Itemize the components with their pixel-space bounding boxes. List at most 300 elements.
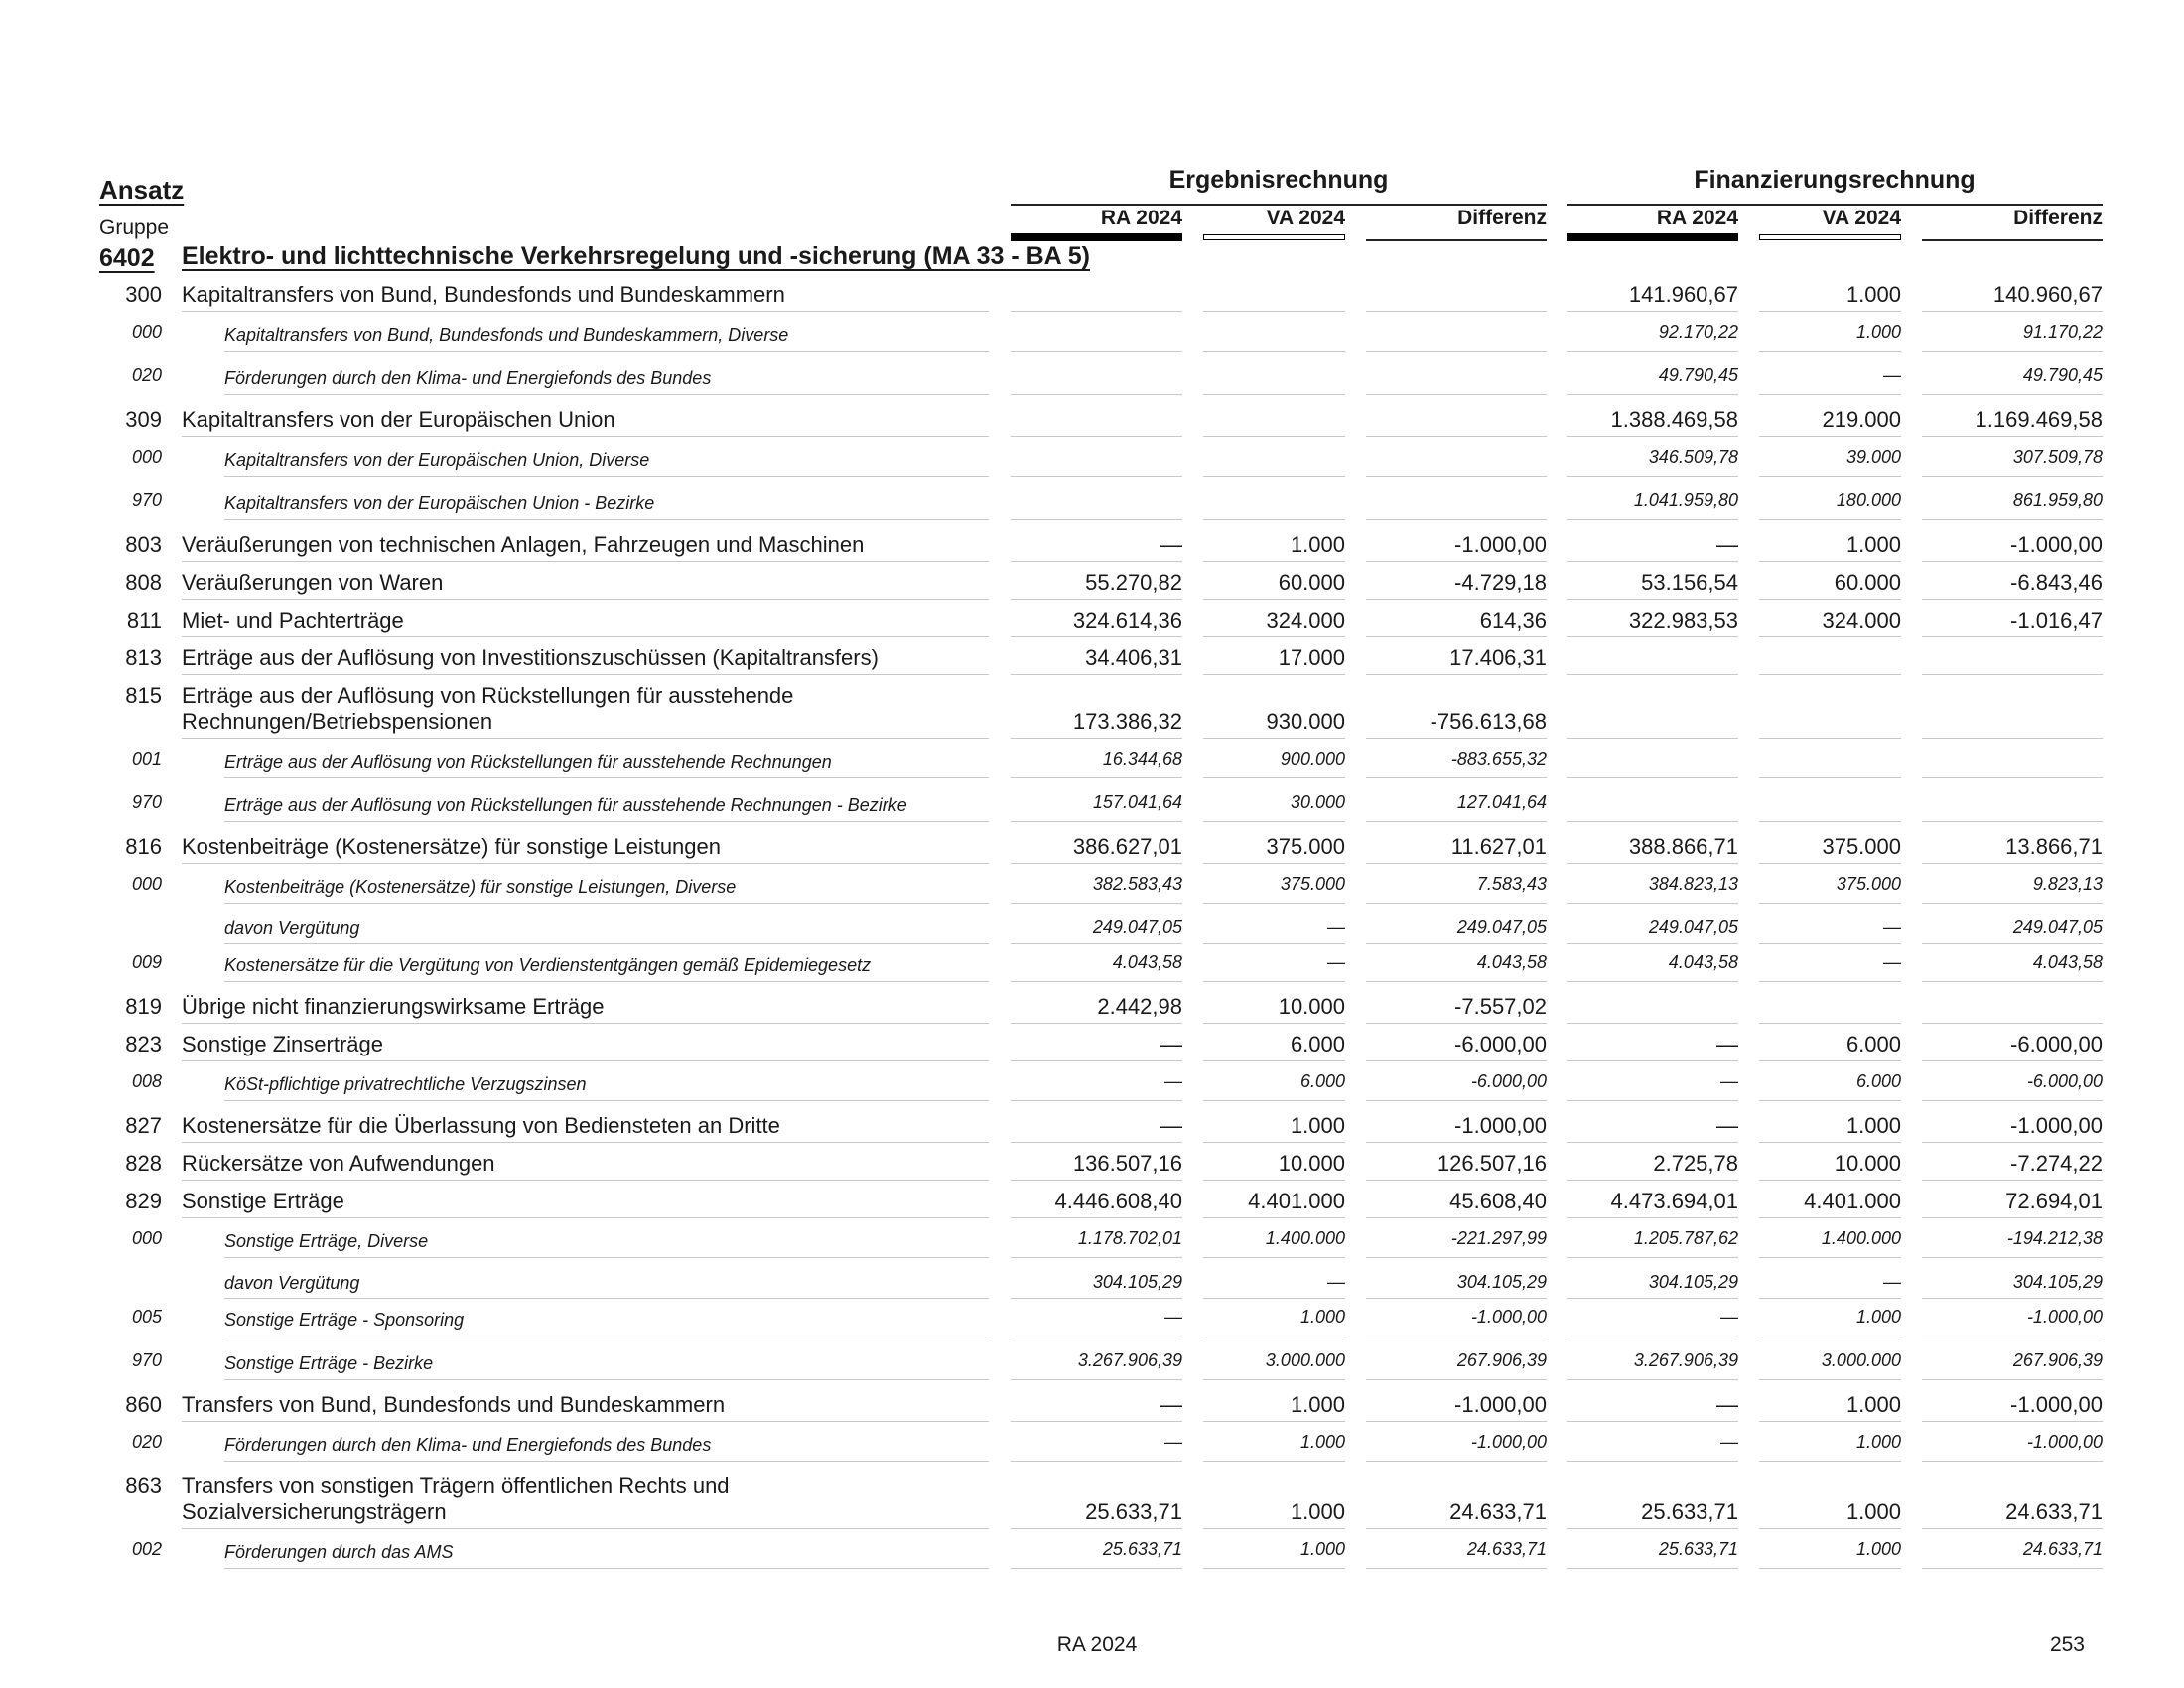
value-cell: — <box>1883 365 1901 385</box>
value-cell: 1.388.469,58 <box>1610 407 1738 432</box>
value-cell: 346.509,78 <box>1648 447 1738 467</box>
value-cell: 2.725,78 <box>1653 1151 1738 1176</box>
cell-rule <box>1203 519 1345 520</box>
row-code: 819 <box>125 994 162 1019</box>
row-description: Kapitaltransfers von der Europäischen Union - Bezirke <box>224 493 655 513</box>
value-cell: 6.000 <box>1290 1032 1345 1056</box>
table-row <box>0 1067 2184 1111</box>
value-cell: — <box>1160 1032 1182 1056</box>
row-code: 005 <box>131 1307 162 1327</box>
value-cell: 4.043,58 <box>1112 952 1182 972</box>
value-cell: — <box>1160 1392 1182 1417</box>
cell-rule <box>1011 561 1182 562</box>
table-row <box>0 1428 2184 1472</box>
value-cell: 249.047,05 <box>2012 917 2103 937</box>
cell-rule <box>1366 1217 1547 1218</box>
cell-rule <box>1567 1060 1738 1061</box>
cell-rule <box>1011 821 1182 822</box>
row-code: 970 <box>131 491 162 510</box>
col-header-ra-2024-finanz: RA 2024 <box>1656 207 1738 229</box>
value-cell: 1.000 <box>1845 532 1901 557</box>
cell-rule <box>1759 476 1901 477</box>
row-description: Förderungen durch das AMS <box>224 1542 454 1562</box>
cell-rule <box>1922 311 2103 312</box>
value-cell: 1.000 <box>1845 1499 1901 1524</box>
cell-rule <box>1011 351 1182 352</box>
cell-rule <box>1366 777 1547 778</box>
value-cell: -756.613,68 <box>1430 709 1547 734</box>
value-cell: -1.000,00 <box>1454 1113 1547 1138</box>
value-cell: 72.694,01 <box>2005 1189 2103 1213</box>
value-cell: 30.000 <box>1290 792 1345 812</box>
cell-rule <box>1759 674 1901 675</box>
cell-rule <box>1567 476 1738 477</box>
cell-rule <box>1366 1528 1547 1529</box>
row-rule <box>224 519 989 520</box>
cell-rule <box>1922 1100 2103 1101</box>
table-row <box>0 1187 2184 1224</box>
cell-rule <box>1011 674 1182 675</box>
cell-rule <box>1366 636 1547 637</box>
cell-rule <box>1203 738 1345 739</box>
cell-rule <box>1011 1257 1182 1258</box>
group-title: Elektro- und lichttechnische Verkehrsregelung und -sicherung (MA 33 - BA 5) <box>182 242 1090 270</box>
value-cell: 157.041,64 <box>1092 792 1182 812</box>
cell-rule <box>1567 351 1738 352</box>
cell-rule <box>1922 1379 2103 1380</box>
value-cell: 304.105,29 <box>1648 1272 1738 1292</box>
cell-rule <box>1366 351 1547 352</box>
cell-rule <box>1759 1379 1901 1380</box>
cell-rule <box>1567 1257 1738 1258</box>
value-cell: 304.105,29 <box>2012 1272 2103 1292</box>
table-row <box>0 948 2184 992</box>
value-cell: 1.000 <box>1290 1392 1345 1417</box>
row-code: 309 <box>125 407 162 432</box>
value-cell: 6.000 <box>1299 1071 1345 1091</box>
cell-rule <box>1011 519 1182 520</box>
value-cell: -6.000,00 <box>1470 1071 1547 1091</box>
value-cell: 1.178.702,01 <box>1077 1228 1182 1248</box>
value-cell: 249.047,05 <box>1092 917 1182 937</box>
table-row <box>0 280 2184 318</box>
group-code: 6402 <box>99 244 155 272</box>
row-rule <box>224 394 989 395</box>
row-description-line: Sozialversicherungsträgern <box>182 1499 447 1524</box>
ansatz-label: Ansatz <box>99 175 185 205</box>
cell-rule <box>1203 1421 1345 1422</box>
cell-rule <box>1922 903 2103 904</box>
table-row <box>0 832 2184 870</box>
value-cell: 375.000 <box>1280 874 1345 894</box>
cell-rule <box>1759 519 1901 520</box>
cell-rule <box>1567 1100 1738 1101</box>
value-cell: 16.344,68 <box>1102 749 1182 769</box>
value-cell: — <box>1883 917 1901 937</box>
cell-rule <box>1366 1100 1547 1101</box>
cell-rule <box>1759 636 1901 637</box>
value-cell: -883.655,32 <box>1450 749 1547 769</box>
row-rule <box>224 777 989 778</box>
cell-rule <box>1567 1298 1738 1299</box>
cell-rule <box>1922 777 2103 778</box>
cell-rule <box>1366 519 1547 520</box>
value-cell: 4.473.694,01 <box>1610 1189 1738 1213</box>
table-row <box>0 1149 2184 1187</box>
cell-rule <box>1567 636 1738 637</box>
cell-rule <box>1759 1461 1901 1462</box>
value-cell: — <box>1327 1272 1345 1292</box>
cell-rule <box>1922 1257 2103 1258</box>
cell-rule <box>1759 1298 1901 1299</box>
row-description: Transfers von Bund, Bundesfonds und Bundeskammern <box>182 1392 726 1417</box>
cell-rule <box>1759 777 1901 778</box>
value-cell: 4.043,58 <box>1476 952 1547 972</box>
row-rule <box>182 599 989 600</box>
col-header-va-2024-finanz: VA 2024 <box>1822 207 1901 229</box>
cell-rule <box>1567 311 1738 312</box>
value-cell: 307.509,78 <box>2012 447 2103 467</box>
cell-rule <box>1203 903 1345 904</box>
cell-rule <box>1011 1180 1182 1181</box>
value-cell: — <box>1716 1113 1738 1138</box>
cell-rule <box>1011 1298 1182 1299</box>
value-cell: 249.047,05 <box>1648 917 1738 937</box>
row-description: davon Vergütung <box>224 1273 360 1293</box>
cell-rule <box>1567 1379 1738 1380</box>
row-description: Sonstige Erträge <box>182 1189 344 1213</box>
cell-rule <box>1203 394 1345 395</box>
ergebnisrechnung-heading: Ergebnisrechnung <box>1168 166 1389 194</box>
va-column-marker <box>1203 234 1345 240</box>
value-cell: — <box>1883 1272 1901 1292</box>
cell-rule <box>1922 674 2103 675</box>
row-code: 808 <box>125 570 162 595</box>
cell-rule <box>1759 436 1901 437</box>
table-row <box>0 1472 2184 1535</box>
cell-rule <box>1366 674 1547 675</box>
cell-rule <box>1203 1180 1345 1181</box>
value-cell: 127.041,64 <box>1456 792 1547 812</box>
row-code: 823 <box>125 1032 162 1056</box>
differenz-column-marker <box>1366 239 1547 241</box>
row-code: 000 <box>131 447 162 467</box>
row-code: 300 <box>125 282 162 307</box>
cell-rule <box>1011 636 1182 637</box>
value-cell: 3.267.906,39 <box>1077 1350 1182 1370</box>
value-cell: 384.823,13 <box>1648 874 1738 894</box>
footer-ra-label: RA 2024 <box>1056 1633 1138 1656</box>
value-cell: 1.000 <box>1299 1539 1345 1559</box>
cell-rule <box>1203 821 1345 822</box>
value-cell: 1.205.787,62 <box>1633 1228 1738 1248</box>
cell-rule <box>1567 777 1738 778</box>
row-description-line: Erträge aus der Auflösung von Rückstellungen für ausstehende <box>182 683 794 708</box>
cell-rule <box>1366 738 1547 739</box>
ra-column-marker-finanz <box>1567 233 1738 241</box>
value-cell: 53.156,54 <box>1641 570 1738 595</box>
cell-rule <box>1366 1461 1547 1462</box>
row-description: Sonstige Erträge - Bezirke <box>224 1353 434 1373</box>
cell-rule <box>1011 1528 1182 1529</box>
cell-rule <box>1203 1298 1345 1299</box>
value-cell: 4.401.000 <box>1248 1189 1345 1213</box>
row-description-line: Rechnungen/Betriebspensionen <box>182 709 493 734</box>
row-code: 000 <box>131 874 162 894</box>
value-cell: 141.960,67 <box>1628 282 1738 307</box>
cell-rule <box>1011 436 1182 437</box>
table-row <box>0 1535 2184 1579</box>
row-rule <box>182 561 989 562</box>
cell-rule <box>1011 476 1182 477</box>
cell-rule <box>1922 436 2103 437</box>
value-cell: 3.267.906,39 <box>1633 1350 1738 1370</box>
value-cell: 13.866,71 <box>2005 834 2103 859</box>
row-rule <box>224 903 989 904</box>
cell-rule <box>1203 561 1345 562</box>
ra-column-marker <box>1011 233 1182 241</box>
row-rule <box>224 981 989 982</box>
value-cell: 267.906,39 <box>2012 1350 2103 1370</box>
value-cell: 4.043,58 <box>1668 952 1738 972</box>
row-description: Erträge aus der Auflösung von Rückstellungen für ausstehende Rechnungen <box>224 752 832 772</box>
value-cell: 1.000 <box>1299 1432 1345 1452</box>
cell-rule <box>1759 1257 1901 1258</box>
table-row <box>0 1390 2184 1428</box>
cell-rule <box>1759 738 1901 739</box>
row-rule <box>182 1421 989 1422</box>
col-header-ra-2024-ergebnis: RA 2024 <box>1100 207 1182 229</box>
finanzierungsrechnung-heading: Finanzierungsrechnung <box>1694 166 1976 194</box>
value-cell: 49.790,45 <box>2022 365 2103 385</box>
row-description: Kostenersätze für die Vergütung von Verdienstentgängen gemäß Epidemiegesetz <box>224 955 872 975</box>
cell-rule <box>1567 738 1738 739</box>
page-number: 253 <box>2049 1633 2085 1656</box>
cell-rule <box>1922 561 2103 562</box>
row-code: 009 <box>131 952 162 972</box>
value-cell: 1.000 <box>1845 1113 1901 1138</box>
cell-rule <box>1759 351 1901 352</box>
row-code: 970 <box>131 1350 162 1370</box>
cell-rule <box>1203 599 1345 600</box>
cell-rule <box>1011 311 1182 312</box>
value-cell: 861.959,80 <box>2012 491 2103 510</box>
value-cell: 1.000 <box>1855 1307 1901 1327</box>
cell-rule <box>1011 981 1182 982</box>
cell-rule <box>1203 636 1345 637</box>
cell-rule <box>1366 863 1547 864</box>
cell-rule <box>1203 1568 1345 1569</box>
value-cell: — <box>1164 1432 1182 1452</box>
row-description: Förderungen durch den Klima- und Energiefonds des Bundes <box>224 368 712 388</box>
row-code: 002 <box>131 1539 162 1559</box>
value-cell: 386.627,01 <box>1072 834 1182 859</box>
value-cell: 1.000 <box>1855 322 1901 342</box>
cell-rule <box>1366 981 1547 982</box>
row-description: Sonstige Zinserträge <box>182 1032 383 1056</box>
cell-rule <box>1759 1023 1901 1024</box>
cell-rule <box>1011 599 1182 600</box>
table-row <box>0 530 2184 568</box>
cell-rule <box>1922 636 2103 637</box>
row-description <box>182 1474 730 1525</box>
value-cell: — <box>1327 952 1345 972</box>
cell-rule <box>1203 1217 1345 1218</box>
cell-rule <box>1011 863 1182 864</box>
table-row <box>0 992 2184 1030</box>
cell-rule <box>1011 738 1182 739</box>
cell-rule <box>1567 1528 1738 1529</box>
value-cell: 304.105,29 <box>1456 1272 1547 1292</box>
value-cell: 55.270,82 <box>1085 570 1182 595</box>
value-cell: 4.043,58 <box>2032 952 2103 972</box>
value-cell: — <box>1716 1032 1738 1056</box>
row-rule <box>224 1379 989 1380</box>
value-cell: 1.000 <box>1855 1539 1901 1559</box>
value-cell: 3.000.000 <box>1821 1350 1901 1370</box>
cell-rule <box>1567 1142 1738 1143</box>
value-cell: 60.000 <box>1834 570 1901 595</box>
row-code: 860 <box>125 1392 162 1417</box>
row-description: davon Vergütung <box>224 918 360 938</box>
cell-rule <box>1759 943 1901 944</box>
row-rule <box>224 943 989 944</box>
value-cell: — <box>1716 1392 1738 1417</box>
cell-rule <box>1922 1528 2103 1529</box>
table-row <box>0 1346 2184 1390</box>
row-description: Kostenbeiträge (Kostenersätze) für sonstige Leistungen <box>182 834 721 859</box>
value-cell: 39.000 <box>1845 447 1901 467</box>
value-cell: -6.000,00 <box>2026 1071 2103 1091</box>
col-header-differenz-ergebnis: Differenz <box>1457 207 1547 229</box>
cell-rule <box>1366 1142 1547 1143</box>
table-row <box>0 1268 2184 1303</box>
row-rule <box>224 1100 989 1101</box>
cell-rule <box>1567 1023 1738 1024</box>
cell-rule <box>1922 1060 2103 1061</box>
value-cell: 34.406,31 <box>1085 645 1182 670</box>
value-cell: 1.169.469,58 <box>1975 407 2103 432</box>
cell-rule <box>1567 1421 1738 1422</box>
cell-rule <box>1567 1217 1738 1218</box>
row-description: Veräußerungen von Waren <box>182 570 444 595</box>
row-rule <box>224 351 989 352</box>
row-description: Kapitaltransfers von Bund, Bundesfonds und Bundeskammern, Diverse <box>224 325 789 345</box>
row-description: Veräußerungen von technischen Anlagen, Fahrzeugen und Maschinen <box>182 532 865 557</box>
cell-rule <box>1203 1142 1345 1143</box>
value-cell: 10.000 <box>1834 1151 1901 1176</box>
cell-rule <box>1203 863 1345 864</box>
cell-rule <box>1567 436 1738 437</box>
value-cell: 3.000.000 <box>1265 1350 1345 1370</box>
value-cell: 2.442,98 <box>1097 994 1182 1019</box>
value-cell: — <box>1327 917 1345 937</box>
value-cell: 136.507,16 <box>1072 1151 1182 1176</box>
cell-rule <box>1567 674 1738 675</box>
row-description-line: Transfers von sonstigen Trägern öffentlichen Rechts und <box>182 1474 730 1498</box>
row-code: 816 <box>125 834 162 859</box>
value-cell: -1.000,00 <box>1454 1392 1547 1417</box>
cell-rule <box>1366 561 1547 562</box>
cell-rule <box>1366 1298 1547 1299</box>
row-code: 000 <box>131 322 162 342</box>
cell-rule <box>1922 1217 2103 1218</box>
row-rule <box>182 1142 989 1143</box>
table-row <box>0 606 2184 643</box>
cell-rule <box>1759 863 1901 864</box>
row-code: 000 <box>131 1228 162 1248</box>
value-cell: 25.633,71 <box>1641 1499 1738 1524</box>
cell-rule <box>1922 1298 2103 1299</box>
table-row <box>0 870 2184 914</box>
cell-rule <box>1922 1142 2103 1143</box>
row-rule <box>182 1528 989 1529</box>
value-cell: 930.000 <box>1266 709 1345 734</box>
cell-rule <box>1203 351 1345 352</box>
row-description: Erträge aus der Auflösung von Rückstellungen für ausstehende Rechnungen - Bezirke <box>224 795 907 815</box>
value-cell: 24.633,71 <box>1466 1539 1547 1559</box>
cell-rule <box>1366 1023 1547 1024</box>
cell-rule <box>1011 1217 1182 1218</box>
value-cell: 375.000 <box>1822 834 1901 859</box>
cell-rule <box>1567 863 1738 864</box>
row-rule <box>224 821 989 822</box>
value-cell: 4.446.608,40 <box>1054 1189 1182 1213</box>
cell-rule <box>1922 394 2103 395</box>
cell-rule <box>1011 1023 1182 1024</box>
value-cell: 1.000 <box>1855 1432 1901 1452</box>
cell-rule <box>1922 981 2103 982</box>
cell-rule <box>1922 863 2103 864</box>
cell-rule <box>1922 1421 2103 1422</box>
cell-rule <box>1203 1100 1345 1101</box>
cell-rule <box>1759 1568 1901 1569</box>
cell-rule <box>1011 394 1182 395</box>
row-code: 815 <box>125 683 162 708</box>
value-cell: 1.400.000 <box>1821 1228 1901 1248</box>
cell-rule <box>1203 777 1345 778</box>
value-cell: 7.583,43 <box>1476 874 1547 894</box>
value-cell: 92.170,22 <box>1658 322 1738 342</box>
ergebnis-section-rule <box>1011 204 1547 206</box>
value-cell: -1.000,00 <box>2010 1392 2103 1417</box>
value-cell: 11.627,01 <box>1450 834 1547 859</box>
cell-rule <box>1203 1461 1345 1462</box>
value-cell: 322.983,53 <box>1628 608 1738 633</box>
value-cell: 24.633,71 <box>2005 1499 2103 1524</box>
cell-rule <box>1366 599 1547 600</box>
table-row <box>0 745 2184 788</box>
row-description: Miet- und Pachterträge <box>182 608 404 633</box>
cell-rule <box>1366 311 1547 312</box>
row-description: Erträge aus der Auflösung von Investitionszuschüssen (Kapitaltransfers) <box>182 645 879 670</box>
cell-rule <box>1759 1060 1901 1061</box>
cell-rule <box>1366 903 1547 904</box>
cell-rule <box>1366 1421 1547 1422</box>
table-row <box>0 788 2184 832</box>
table-row <box>0 1030 2184 1067</box>
row-rule <box>224 1461 989 1462</box>
row-rule <box>182 1217 989 1218</box>
value-cell: 1.000 <box>1845 1392 1901 1417</box>
cell-rule <box>1203 1379 1345 1380</box>
row-description: Förderungen durch den Klima- und Energiefonds des Bundes <box>224 1435 712 1455</box>
cell-rule <box>1366 476 1547 477</box>
cell-rule <box>1759 1217 1901 1218</box>
cell-rule <box>1922 519 2103 520</box>
table-row <box>0 1224 2184 1268</box>
gruppe-label: Gruppe <box>99 216 170 239</box>
